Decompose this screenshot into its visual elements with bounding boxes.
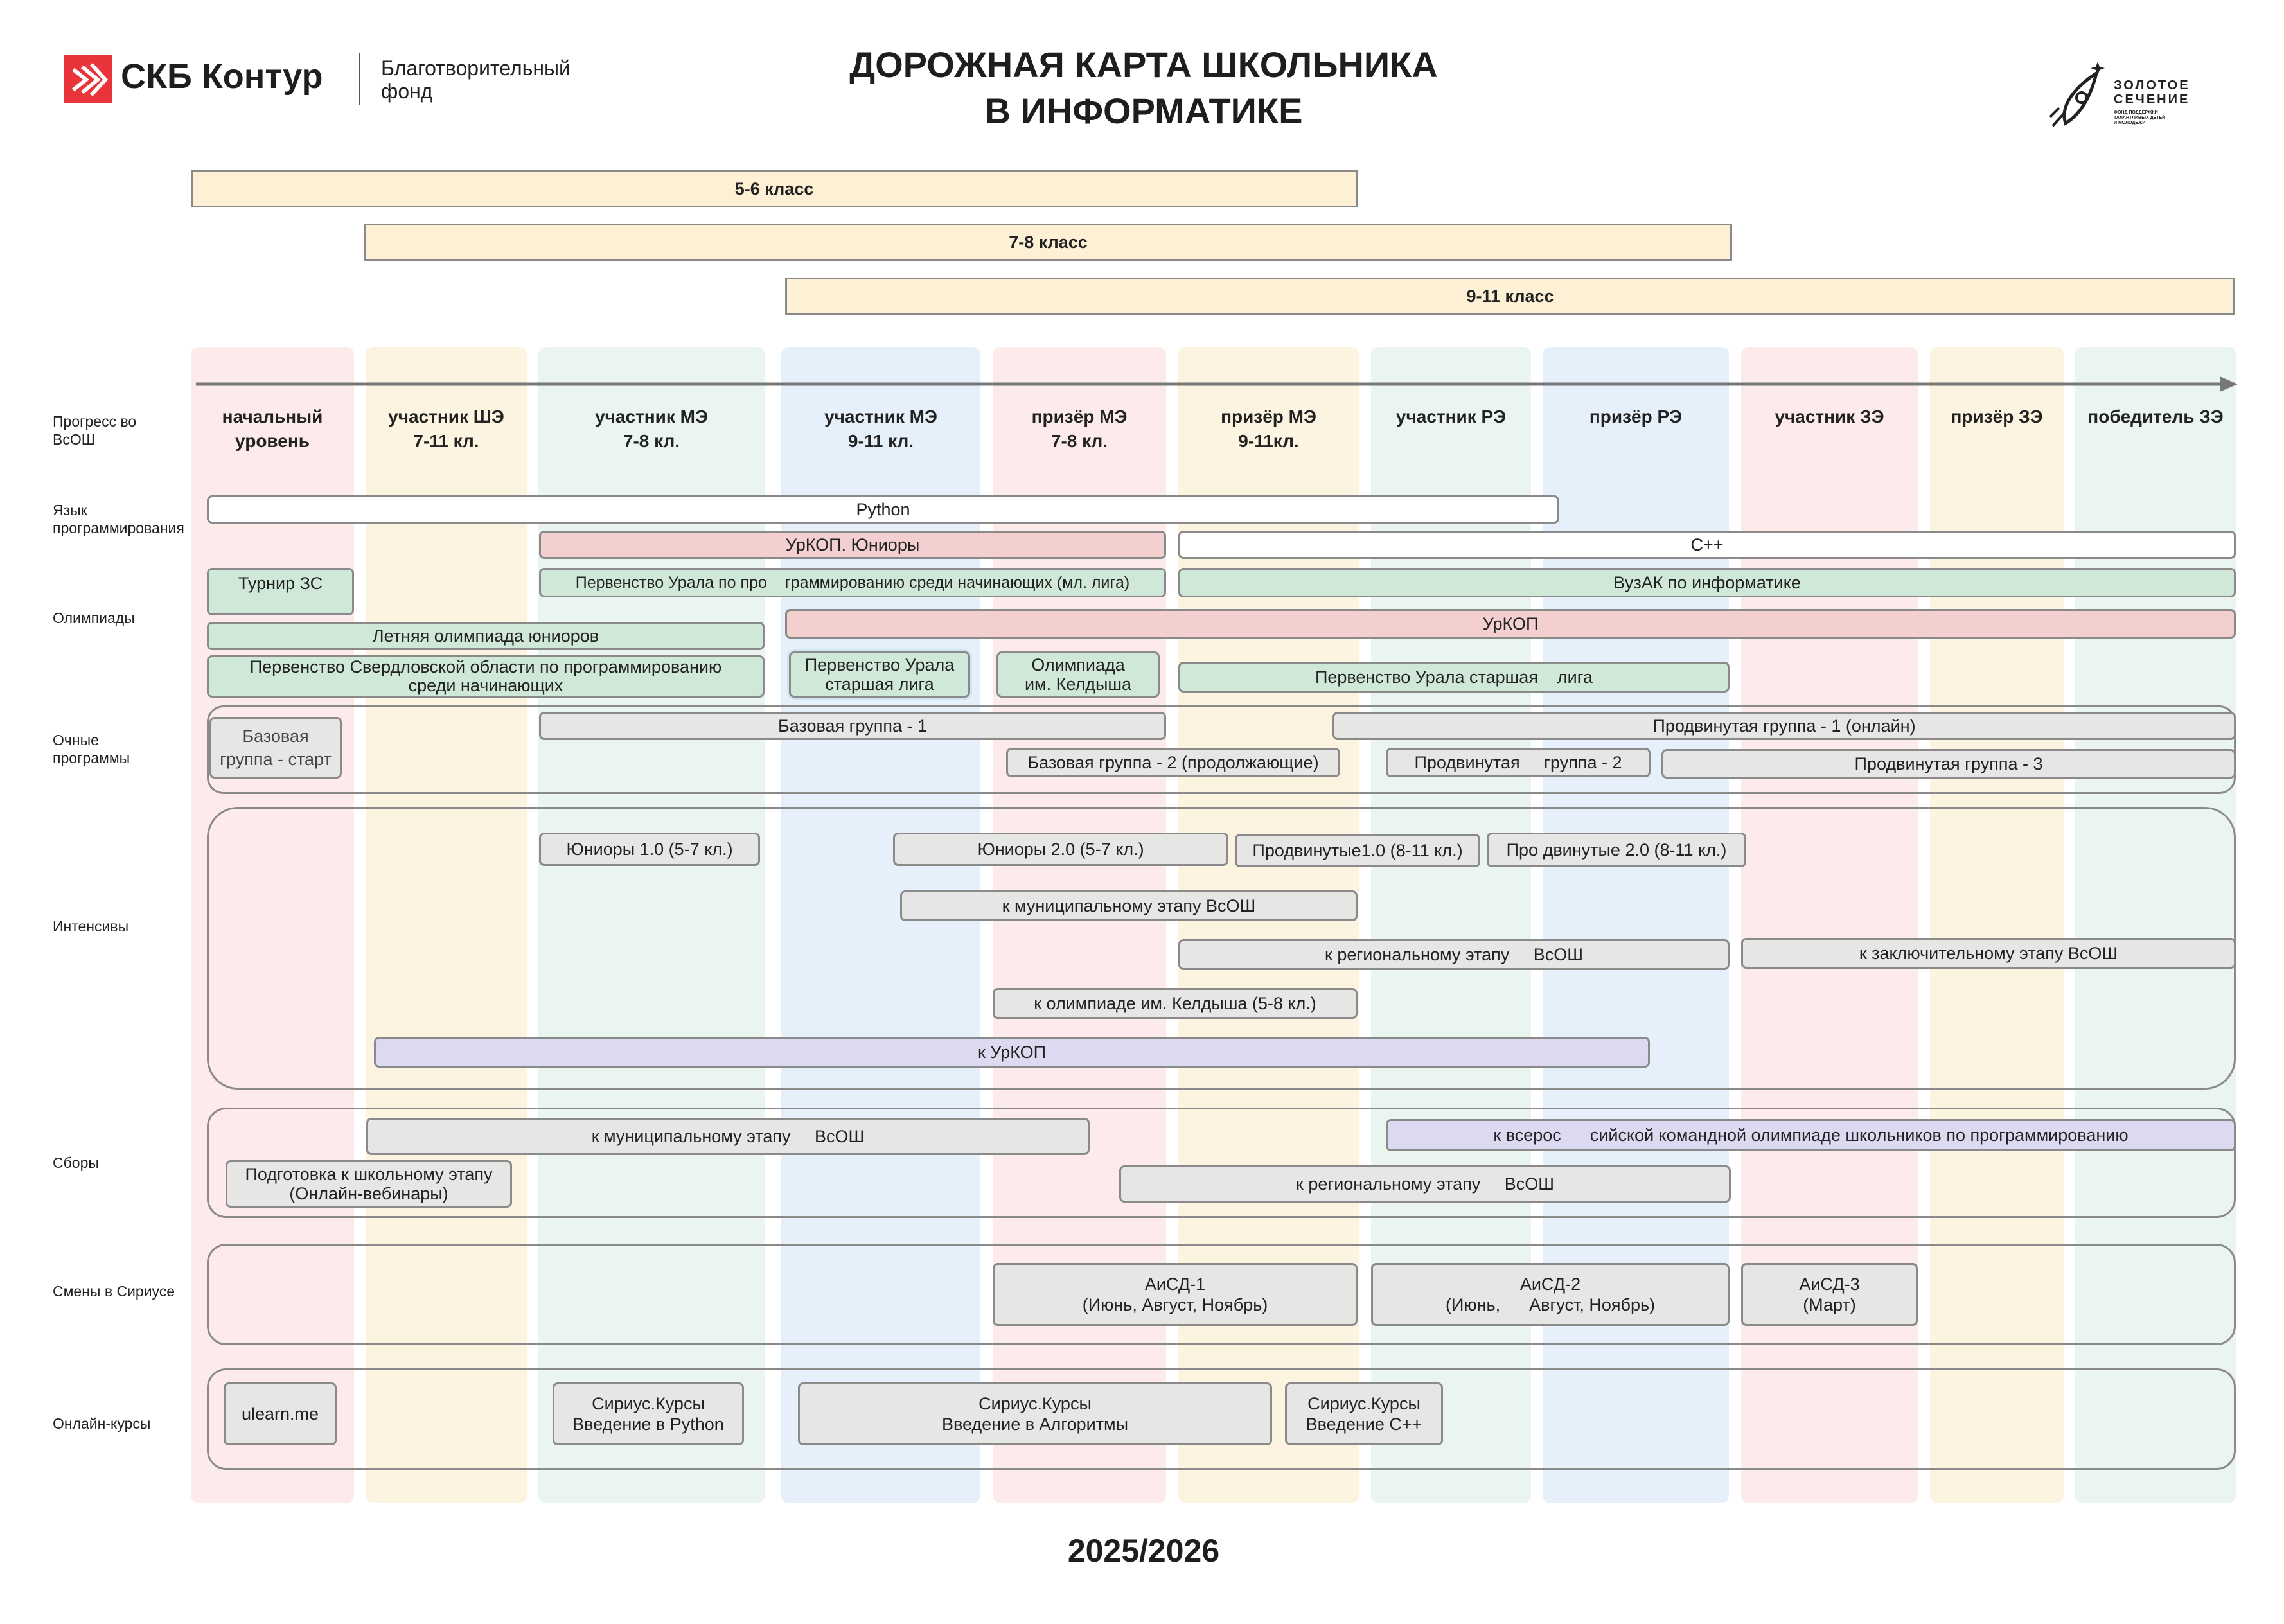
olympiad-pervenstvo-urala-st1[interactable]: Первенство Урала старшая лига xyxy=(789,651,970,698)
row-label-online: Онлайн-курсы xyxy=(53,1415,151,1432)
lang-python[interactable]: Python xyxy=(207,495,1559,524)
row-label-programs: Очные программы xyxy=(53,732,130,766)
kontur-logo-icon xyxy=(64,55,112,103)
lang-urkop-juniors[interactable]: УрКОП. Юниоры xyxy=(539,531,1166,559)
stage-label: участник МЭ 9-11 кл. xyxy=(824,407,937,451)
stage-label: призёр РЭ xyxy=(1589,407,1683,427)
intensive-municipal[interactable]: к муниципальному этапу ВсОШ xyxy=(900,890,1358,921)
online-sirius-cpp[interactable]: Сириус.Курсы Введение C++ xyxy=(1285,1382,1443,1445)
intensive-regional[interactable]: к региональному этапу ВсОШ xyxy=(1178,939,1730,970)
program-base-start[interactable]: Базовая группа - старт xyxy=(209,717,342,779)
row-label-olympiads: Олимпиады xyxy=(53,610,135,626)
camp-school[interactable]: Подготовка к школьному этапу (Онлайн-вебинары) xyxy=(226,1160,512,1208)
partner-logo-subtext: ФОНД ПОДДЕРЖКИ ТАЛАНТЛИВЫХ ДЕТЕЙ И МОЛОДЕЖИ xyxy=(2114,110,2166,125)
program-base-1[interactable]: Базовая группа - 1 xyxy=(539,712,1166,740)
progress-arrow xyxy=(196,376,2239,392)
online-sirius-python[interactable]: Сириус.Курсы Введение в Python xyxy=(553,1382,744,1445)
grade-7-8: 7-8 класс xyxy=(364,224,1732,261)
program-advanced-1[interactable]: Продвинутая группа - 1 (онлайн) xyxy=(1332,712,2236,740)
program-advanced-3[interactable]: Продвинутая группа - 3 xyxy=(1661,749,2236,779)
brand-name: СКБ Контур xyxy=(121,57,323,96)
academic-year: 2025/2026 xyxy=(1067,1533,1220,1569)
intensive-juniors-2[interactable]: Юниоры 2.0 (5-7 кл.) xyxy=(893,833,1228,866)
olympiad-letnyaya[interactable]: Летняя олимпиада юниоров xyxy=(207,622,765,650)
program-advanced-2[interactable]: Продвинутая группа - 2 xyxy=(1386,748,1651,777)
stage-label: призёр ЗЭ xyxy=(1951,407,2043,427)
camp-municipal[interactable]: к муниципальному этапу ВсОШ xyxy=(366,1118,1090,1155)
intensive-juniors-1[interactable]: Юниоры 1.0 (5-7 кл.) xyxy=(539,833,760,866)
row-label-camps: Сборы xyxy=(53,1154,99,1171)
olympiad-pervenstvo-urala-st2[interactable]: Первенство Урала старшая лига xyxy=(1178,662,1730,693)
olympiad-keldysh[interactable]: Олимпиада им. Келдыша xyxy=(996,651,1160,698)
stage-label: призёр МЭ 7-8 кл. xyxy=(1031,407,1128,451)
sirius-aisd-3[interactable]: АиСД-3 (Март) xyxy=(1741,1263,1918,1326)
online-sirius-algorithms[interactable]: Сириус.Курсы Введение в Алгоритмы xyxy=(798,1382,1272,1445)
stage-label: начальный уровень xyxy=(222,407,323,451)
brand-divider xyxy=(359,53,360,105)
online-ulearn[interactable]: ulearn.me xyxy=(224,1382,337,1445)
partner-logo xyxy=(2046,59,2213,134)
sirius-aisd-1[interactable]: АиСД-1 (Июнь, Август, Ноябрь) xyxy=(993,1263,1358,1326)
olympiad-pervenstvo-sverdl[interactable]: Первенство Свердловской области по программированию среди начинающих xyxy=(207,655,765,698)
rocket-icon xyxy=(2046,59,2111,134)
grade-5-6: 5-6 класс xyxy=(191,170,1358,207)
intensive-advanced-2[interactable]: Про двинутые 2.0 (8-11 кл.) xyxy=(1487,833,1746,867)
intensive-final[interactable]: к заключительному этапу ВсОШ xyxy=(1741,938,2236,969)
intensive-urkop[interactable]: к УрКОП xyxy=(374,1037,1650,1068)
sirius-aisd-2[interactable]: АиСД-2 (Июнь, Август, Ноябрь) xyxy=(1371,1263,1730,1326)
row-label-progress: Прогресс во ВсОШ xyxy=(53,413,137,448)
partner-logo-text: ЗОЛОТОЕ СЕЧЕНИЕ xyxy=(2114,78,2190,107)
program-base-2[interactable]: Базовая группа - 2 (продолжающие) xyxy=(1006,748,1340,777)
olympiad-pervenstvo-urala-ml[interactable]: Первенство Урала по про граммированию среди начинающих (мл. лига) xyxy=(539,568,1166,597)
lang-cpp[interactable]: C++ xyxy=(1178,531,2236,559)
grade-9-11: 9-11 класс xyxy=(785,278,2235,315)
intensive-advanced-1[interactable]: Продвинутые1.0 (8-11 кл.) xyxy=(1235,834,1480,867)
row-label-language: Язык программирования xyxy=(53,502,184,536)
olympiad-vuzak[interactable]: ВузАК по информатике xyxy=(1178,568,2236,597)
stage-label: победитель ЗЭ xyxy=(2087,407,2224,427)
stage-label: участник ШЭ 7-11 кл. xyxy=(388,407,504,451)
camp-regional[interactable]: к региональному этапу ВсОШ xyxy=(1119,1165,1731,1203)
brand-subtitle: Благотворительный фонд xyxy=(381,57,571,103)
row-label-intensives: Интенсивы xyxy=(53,918,129,935)
camp-vseros[interactable]: к всерос сийской командной олимпиаде школьников по программированию xyxy=(1386,1119,2236,1151)
stage-label: участник МЭ 7-8 кл. xyxy=(595,407,708,451)
olympiad-urkop[interactable]: УрКОП xyxy=(785,609,2236,639)
olympiad-turnir[interactable]: Турнир ЗС xyxy=(207,568,354,615)
stage-label: участник РЭ xyxy=(1395,407,1507,427)
stage-label: призёр МЭ 9-11кл. xyxy=(1221,407,1316,451)
brand-logo xyxy=(64,55,112,103)
row-label-sirius: Смены в Сириусе xyxy=(53,1283,175,1300)
intensive-keldysh[interactable]: к олимпиаде им. Келдыша (5-8 кл.) xyxy=(993,988,1358,1019)
page-title: ДОРОЖНАЯ КАРТА ШКОЛЬНИКА В ИНФОРМАТИКЕ xyxy=(849,44,1438,131)
stage-label: участник ЗЭ xyxy=(1775,407,1884,427)
